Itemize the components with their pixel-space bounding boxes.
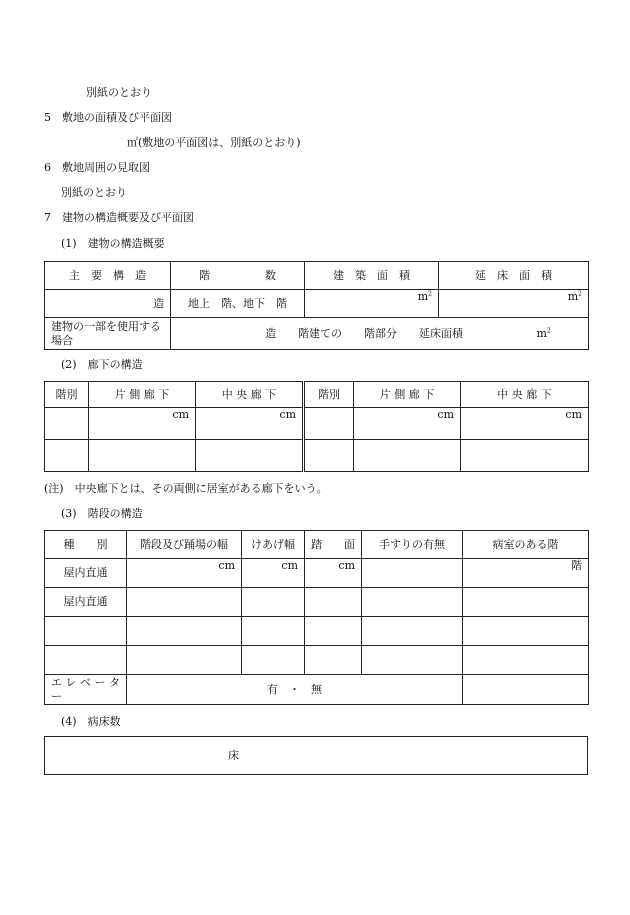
corridor-cell: cm (89, 408, 196, 440)
stair-cell (127, 617, 242, 646)
main-structure-cell: 造 (45, 290, 171, 318)
stair-width-cell: cm (127, 559, 242, 588)
section-7-2-heading: (2) 廊下の構造 (61, 358, 143, 371)
section-7-1-heading: (1) 建物の構造概要 (61, 237, 165, 250)
stair-cell (242, 588, 305, 617)
stair-type-cell: 屋内直通 (45, 588, 127, 617)
elevator-label: エ レ ベ ー タ ー (45, 675, 127, 705)
stair-cell (305, 646, 362, 675)
corridor-cell (45, 440, 89, 472)
corridor-header-center-left: 中 央 廊 下 (196, 382, 304, 408)
stair-cell (463, 675, 589, 705)
section-7-heading: 7 建物の構造概要及び平面図 (44, 211, 194, 224)
stair-header-type: 種 別 (45, 531, 127, 559)
bed-count-cell: 床 (45, 737, 588, 775)
stair-cell (242, 617, 305, 646)
section-7-3-heading: (3) 階段の構造 (61, 507, 143, 520)
section-6-body: 別紙のとおり (61, 186, 127, 199)
floor-area-cell: $m^2$ (439, 290, 589, 318)
building-structure-table (44, 261, 589, 350)
corridor-cell (354, 440, 461, 472)
bed-count-table (44, 736, 588, 775)
header-floors: 階 数 (171, 262, 305, 290)
corridor-header-floor-left: 階別 (45, 382, 89, 408)
stair-header-ward-floor: 病室のある階 (463, 531, 589, 559)
header-building-area: 建 築 面 積 (305, 262, 439, 290)
corridor-table (44, 381, 589, 472)
stair-handrail-cell (362, 559, 463, 588)
corridor-cell: cm (354, 408, 461, 440)
stair-cell (127, 588, 242, 617)
header-floor-area: 延 床 面 積 (439, 262, 589, 290)
elevator-value: 有 ・ 無 (127, 675, 463, 705)
stair-tread-cell: cm (305, 559, 362, 588)
stair-cell (463, 588, 589, 617)
corridor-header-single-left: 片 側 廊 下 (89, 382, 196, 408)
corridor-cell: cm (196, 408, 304, 440)
partial-use-label: 建物の一部を使用する場合 (45, 318, 171, 350)
corridor-cell (196, 440, 304, 472)
stair-cell (463, 617, 589, 646)
building-area-cell: $m^2$ (305, 290, 439, 318)
stair-cell (362, 588, 463, 617)
stair-riser-cell: cm (242, 559, 305, 588)
stair-header-handrail: 手すりの有無 (362, 531, 463, 559)
stair-table (44, 530, 589, 705)
corridor-cell: cm (461, 408, 589, 440)
partial-use-value: 造 階建ての 階部分 延床面積 $m^2$ (171, 318, 589, 350)
corridor-cell (304, 408, 354, 440)
stair-header-riser: けあげ幅 (242, 531, 305, 559)
stair-cell (362, 646, 463, 675)
corridor-header-center-right: 中 央 廊 下 (461, 382, 589, 408)
stair-header-width: 階段及び踊場の幅 (127, 531, 242, 559)
section-7-4-heading: (4) 病床数 (61, 715, 121, 728)
stair-header-tread: 踏 面 (305, 531, 362, 559)
corridor-header-floor-right: 階別 (304, 382, 354, 408)
corridor-cell (89, 440, 196, 472)
stair-cell (127, 646, 242, 675)
site-area-line: ㎡(敷地の平面図は、別紙のとおり) (127, 136, 301, 149)
stair-cell (305, 617, 362, 646)
stair-ward-floor-cell: 階 (463, 559, 589, 588)
section-5-heading: 5 敷地の面積及び平面図 (44, 111, 172, 124)
attachment-note-1: 別紙のとおり (86, 86, 152, 99)
stair-cell (45, 646, 127, 675)
stair-cell (362, 617, 463, 646)
stair-type-cell: 屋内直通 (45, 559, 127, 588)
corridor-cell (461, 440, 589, 472)
stair-cell (45, 617, 127, 646)
corridor-note: (注) 中央廊下とは、その両側に居室がある廊下をいう。 (44, 482, 328, 495)
corridor-header-single-right: 片 側 廊 下 (354, 382, 461, 408)
stair-cell (463, 646, 589, 675)
stair-cell (305, 588, 362, 617)
floors-cell: 地上 階、地下 階 (171, 290, 305, 318)
corridor-cell (45, 408, 89, 440)
header-main-structure: 主 要 構 造 (45, 262, 171, 290)
section-6-heading: 6 敷地周囲の見取図 (44, 161, 150, 174)
stair-cell (242, 646, 305, 675)
corridor-cell (304, 440, 354, 472)
